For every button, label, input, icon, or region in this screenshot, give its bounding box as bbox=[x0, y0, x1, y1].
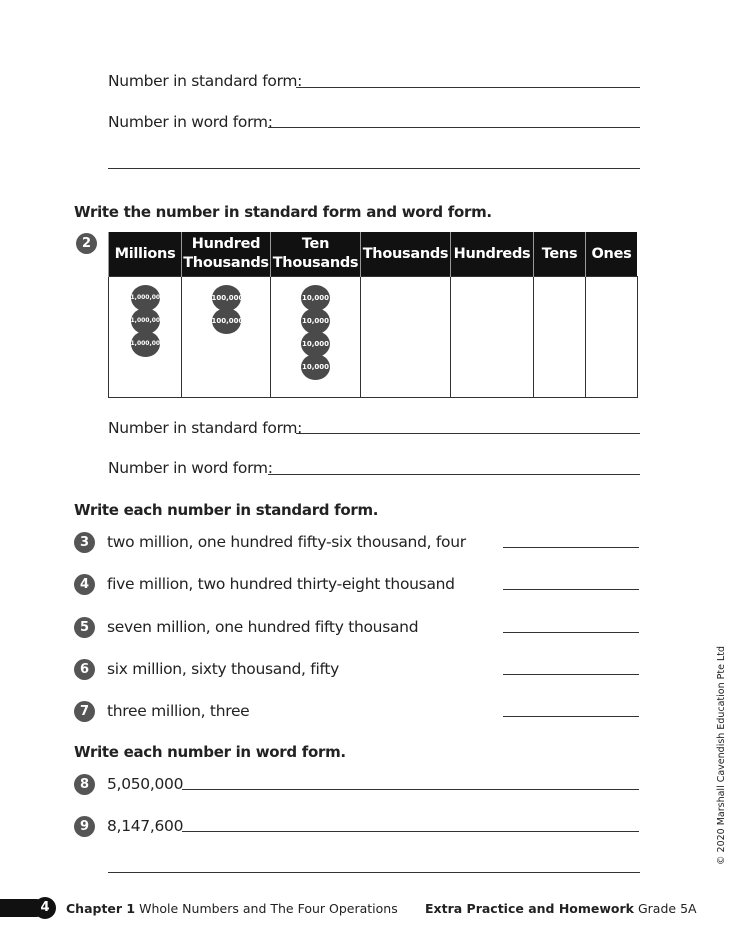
place-value-cell bbox=[271, 277, 361, 398]
book-title: Extra Practice and Homework bbox=[425, 901, 634, 916]
question-number: 6 bbox=[74, 659, 95, 680]
standard-form-label: Number in standard form: bbox=[108, 419, 303, 437]
place-value-cell bbox=[586, 277, 638, 398]
standard-form-label: Number in standard form: bbox=[108, 72, 303, 90]
standard-form-answer-line[interactable] bbox=[296, 87, 640, 88]
column-header: Hundreds bbox=[451, 232, 534, 277]
place-value-disc: 1,000,000 bbox=[131, 285, 160, 311]
answer-line[interactable] bbox=[503, 674, 639, 675]
answer-line[interactable] bbox=[503, 547, 639, 548]
question-number: 4 bbox=[74, 574, 95, 595]
place-value-cell bbox=[451, 277, 534, 398]
answer-line[interactable] bbox=[108, 872, 640, 873]
question-number: 8 bbox=[74, 774, 95, 795]
column-header: Millions bbox=[109, 232, 182, 277]
place-value-disc: 10,000 bbox=[301, 285, 330, 311]
answer-line[interactable] bbox=[182, 789, 639, 790]
question-number: 9 bbox=[74, 816, 95, 837]
answer-line[interactable] bbox=[503, 589, 639, 590]
column-header: Ones bbox=[586, 232, 638, 277]
chapter-title: Whole Numbers and The Four Operations bbox=[139, 901, 398, 916]
question-number: 3 bbox=[74, 532, 95, 553]
question-number: 2 bbox=[76, 233, 97, 254]
place-value-disc: 100,000 bbox=[212, 285, 241, 311]
question-text: seven million, one hundred fifty thousand bbox=[107, 617, 419, 636]
question-text: two million, one hundred fifty-six thousand, four bbox=[107, 533, 466, 551]
word-form-answer-line[interactable] bbox=[268, 474, 640, 475]
question-text: six million, sixty thousand, fifty bbox=[107, 659, 339, 678]
section-heading: Write each number in standard form. bbox=[74, 501, 379, 519]
question-text: 5,050,000 bbox=[107, 775, 184, 793]
section-heading: Write the number in standard form and word form. bbox=[74, 203, 492, 221]
place-value-cell bbox=[109, 277, 182, 398]
question-text: five million, two hundred thirty-eight thousand bbox=[107, 575, 455, 594]
question-text: 8,147,600 bbox=[107, 817, 184, 835]
copyright-notice: © 2020 Marshall Cavendish Education Pte Ltd bbox=[716, 645, 727, 865]
word-form-answer-line[interactable] bbox=[268, 127, 640, 128]
column-header: Ten Thousands bbox=[271, 232, 361, 277]
standard-form-answer-line[interactable] bbox=[296, 433, 640, 434]
question-text: three million, three bbox=[107, 702, 250, 721]
column-header: Hundred Thousands bbox=[182, 232, 271, 277]
place-value-disc: 1,000,000 bbox=[131, 308, 160, 334]
place-value-disc: 10,000 bbox=[301, 354, 330, 380]
place-value-cell bbox=[534, 277, 586, 398]
chapter-label: Chapter 1 bbox=[66, 901, 136, 916]
word-form-label: Number in word form: bbox=[108, 113, 273, 131]
question-number: 7 bbox=[74, 701, 95, 722]
column-header: Tens bbox=[534, 232, 586, 277]
place-value-disc: 1,000,000 bbox=[131, 331, 160, 357]
place-value-disc: 10,000 bbox=[301, 308, 330, 334]
grade-label: Grade 5A bbox=[637, 901, 697, 916]
place-value-disc: 100,000 bbox=[212, 308, 241, 334]
page-number: 4 bbox=[34, 897, 56, 919]
place-value-cell bbox=[182, 277, 271, 398]
question-number: 5 bbox=[74, 617, 95, 638]
word-form-answer-line-2[interactable] bbox=[108, 168, 640, 169]
word-form-label: Number in word form: bbox=[108, 459, 273, 477]
answer-line[interactable] bbox=[503, 632, 639, 633]
section-heading: Write each number in word form. bbox=[74, 743, 346, 761]
answer-line[interactable] bbox=[182, 831, 639, 832]
place-value-chart bbox=[108, 232, 638, 398]
place-value-cell bbox=[361, 277, 451, 398]
column-header: Thousands bbox=[361, 232, 451, 277]
answer-line[interactable] bbox=[503, 716, 639, 717]
place-value-disc: 10,000 bbox=[301, 331, 330, 357]
